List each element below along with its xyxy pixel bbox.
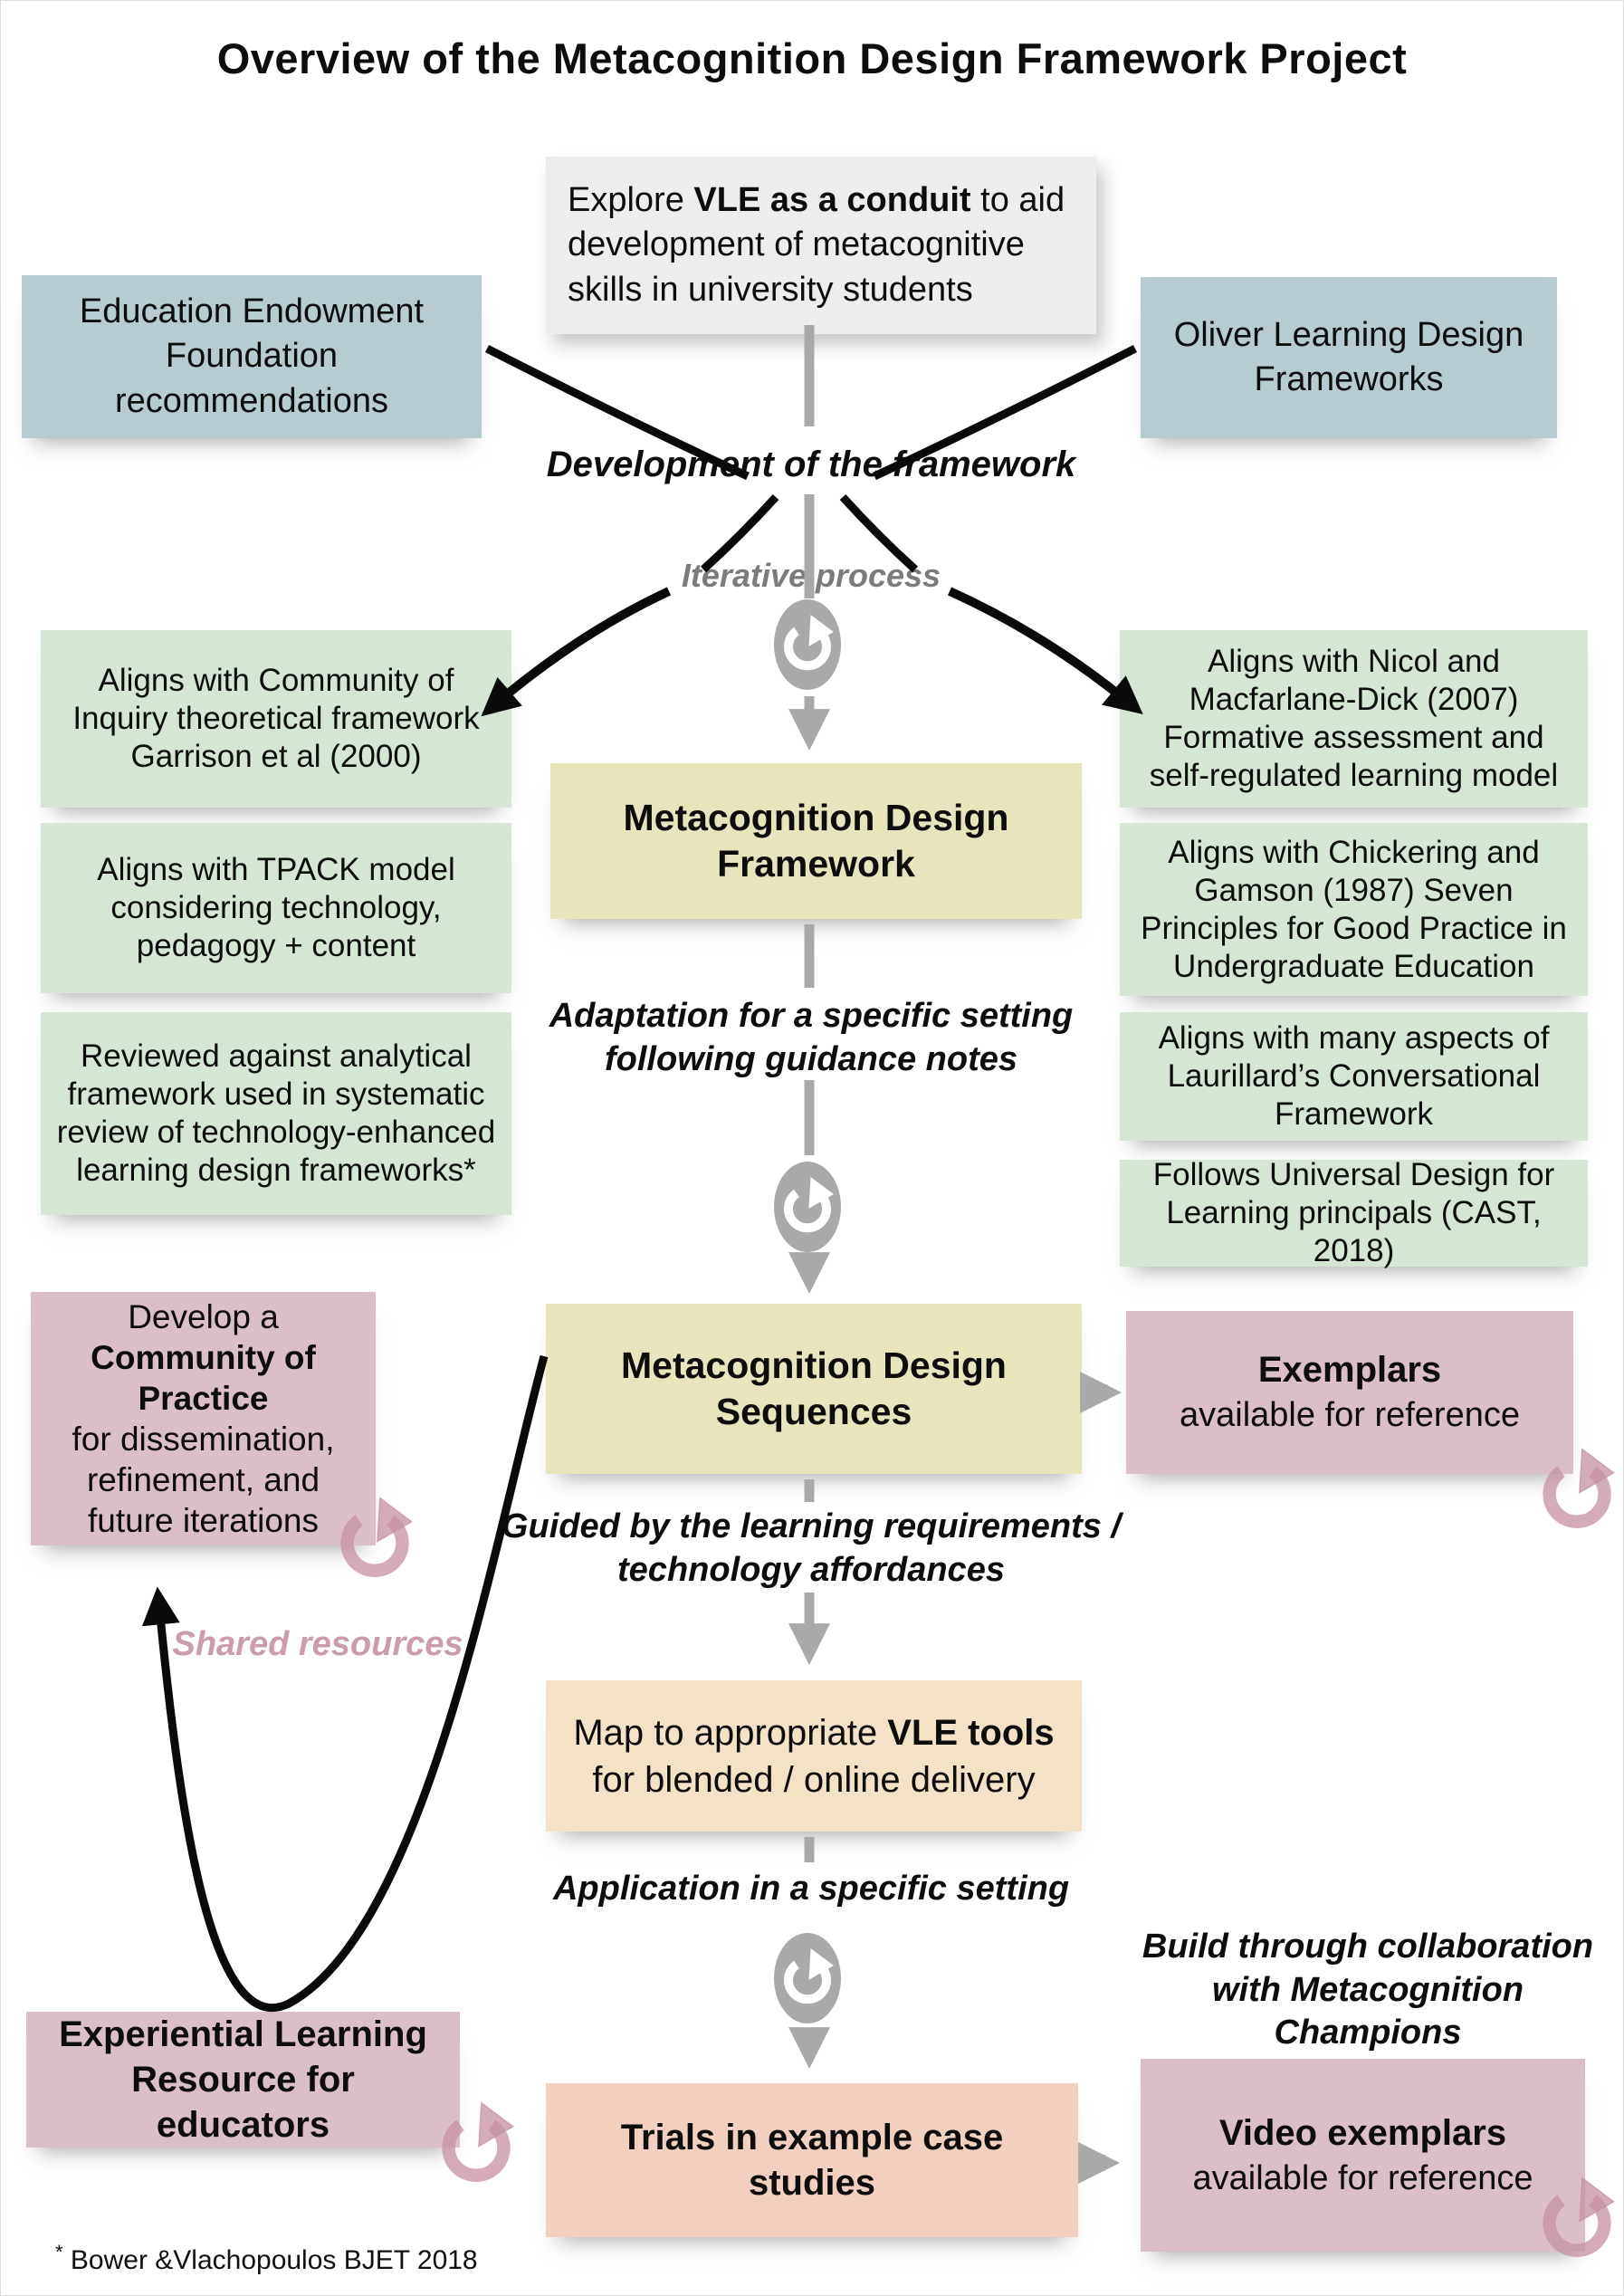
align-note-right-3: Aligns with many aspects of Laurillard’s Conversational Framework [1120, 1012, 1588, 1141]
adaptation-refresh-icon [774, 1162, 841, 1252]
application-caption: Application in a specific setting [552, 1870, 1070, 1908]
footnote-asterisk: * [55, 2241, 63, 2263]
align-note-left-1: Aligns with Community of Inquiry theoretical framework Garrison et al (2000) [41, 630, 511, 808]
exemplars-box [1126, 1311, 1573, 1474]
trials-box: Trials in example case studies [546, 2083, 1078, 2237]
eef-box: Education Endowment Foundation recommendations [22, 275, 482, 438]
application-refresh-icon [774, 1933, 841, 2023]
footnote-text: Bower &Vlachopoulos BJET 2018 [62, 2245, 478, 2275]
footnote [55, 2241, 478, 2276]
map-bold: VLE tools [887, 1712, 1055, 1753]
exemplars-subtitle: available for reference [1180, 1396, 1520, 1435]
exemplars-title: Exemplars [1257, 1350, 1442, 1391]
iterative-right-arrow [950, 591, 1134, 707]
video-exemplars-title: Video exemplars [1218, 2112, 1507, 2153]
build-collaboration-caption: Build through collaboration with Metacognition Champions [1142, 1928, 1594, 2052]
framework-box: Metacognition Design Framework [550, 763, 1082, 919]
align-note-right-4: Follows Universal Design for Learning principals (CAST, 2018) [1120, 1160, 1588, 1267]
explore-pre: Explore [568, 180, 694, 219]
explore-bold: VLE as a conduit [693, 180, 971, 219]
align-note-left-2: Aligns with TPACK model considering technology, pedagogy + content [41, 823, 511, 993]
page-title: Overview of the Metacognition Design Framework Project [216, 34, 1408, 82]
adaptation-caption: Adaptation for a specific setting following guidance notes [549, 997, 1074, 1078]
align-note-right-2: Aligns with Chickering and Gamson (1987) Seven Principles for Good Practice in Undergraduate Education [1120, 823, 1588, 996]
explore-vle-box [546, 157, 1096, 334]
experiential-resource-box: Experiential Learning Resource for educators [26, 2012, 460, 2148]
map-post: for blended / online delivery [592, 1759, 1036, 1800]
sequences-box: Metacognition Design Sequences [546, 1304, 1082, 1474]
community-post: for dissemination, refinement, and future iterations [72, 1421, 335, 1540]
iterative-caption: Iterative process [681, 557, 941, 594]
iterative-refresh-icon [774, 599, 841, 690]
development-caption: Development of the framework [546, 445, 1076, 484]
community-bold: Community of Practice [91, 1338, 316, 1417]
align-note-left-3: Reviewed against analytical framework used in systematic review of technology-enhanced learning design frameworks* [41, 1012, 511, 1215]
explore-post: to aid development of metacognitive skills in university students [568, 180, 1065, 309]
video-exemplars-subtitle: available for reference [1192, 2158, 1533, 2197]
align-note-right-1: Aligns with Nicol and Macfarlane-Dick (2007) Formative assessment and self-regulated learning model [1120, 630, 1588, 808]
guided-caption: Guided by the learning requirements / technology affordances [501, 1507, 1122, 1589]
oliver-box: Oliver Learning Design Frameworks [1141, 277, 1557, 438]
video-exemplars-box [1141, 2059, 1585, 2252]
map-vle-tools-box [546, 1680, 1082, 1832]
community-pre: Develop a [128, 1297, 279, 1335]
community-of-practice-box [31, 1292, 376, 1545]
map-pre: Map to appropriate [573, 1712, 888, 1753]
shared-resources-caption: Shared resources [172, 1625, 463, 1663]
iterative-left-arrow [490, 591, 669, 709]
